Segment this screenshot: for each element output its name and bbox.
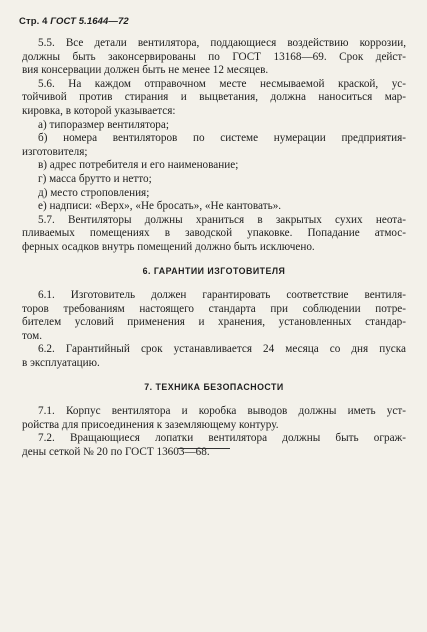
paragraph [22, 173, 406, 187]
page-number: Стр. 4 [19, 16, 48, 27]
text-line: 6.1. Изготовитель должен гарантировать соответствие вентиля- [38, 289, 406, 302]
document-body [22, 37, 406, 460]
paragraph [22, 187, 406, 201]
text-line: г) масса брутто и нетто; [38, 172, 152, 185]
paragraph [22, 159, 406, 173]
section-heading: 7. ТЕХНИКА БЕЗОПАСНОСТИ [144, 381, 284, 392]
paragraph [22, 432, 406, 459]
text-line: е) надписи: «Верх», «Не бросать», «Не кантовать». [38, 200, 282, 213]
paragraph [22, 119, 406, 133]
paragraph [22, 289, 406, 343]
text-line: должны быть законсервированы по ГОСТ 13168—69. Срок дейст- [22, 50, 406, 63]
text-line: изготовителя; [22, 145, 88, 158]
text-line: тойчивой против стирания и выцветания, должна наноситься мар- [22, 91, 406, 104]
text-line: 7.1. Корпус вентилятора и коробка выводов должны иметь уст- [38, 405, 406, 418]
text-line: дены сеткой № 20 по ГОСТ 13603—68. [22, 446, 210, 459]
text-line: торов требованиям настоящего стандарта при соблюдении потре- [22, 302, 406, 315]
paragraph [22, 214, 406, 255]
text-line: бителем условий применения и хранения, установленных стандар- [22, 316, 406, 329]
text-line: том. [22, 329, 42, 342]
text-line: 6.2. Гарантийный срок устанавливается 24 месяца со дня пуска [38, 343, 406, 356]
text-line: кировка, в которой указывается: [22, 104, 176, 117]
text-line: 7.2. Вращающиеся лопатки вентилятора должны быть ограж- [38, 432, 406, 445]
page-header [19, 16, 129, 27]
text-line: 5.6. На каждом отправочном месте несмываемой краской, ус- [38, 77, 406, 90]
text-line: ферных осадков внутрь помещений должно быть исключено. [22, 240, 315, 253]
end-rule [178, 448, 230, 449]
text-line: в эксплуатацию. [22, 357, 100, 370]
paragraph [22, 405, 406, 432]
paragraph [22, 37, 406, 78]
section-heading: 6. ГАРАНТИИ ИЗГОТОВИТЕЛЯ [142, 265, 286, 276]
text-line: б) номера вентиляторов по системе нумерации предприятия- [38, 132, 406, 145]
paragraph [22, 78, 406, 119]
text-line: а) типоразмер вентилятора; [38, 118, 169, 131]
paragraph [22, 132, 406, 159]
text-line: пливаемых помещениях в заводской упаковке. Попадание атмос- [22, 227, 406, 240]
text-line: 5.5. Все детали вентилятора, поддающиеся воздействию коррозии, [38, 37, 406, 49]
text-line: д) место строповления; [38, 186, 150, 199]
paragraph [22, 200, 406, 214]
standard-number: ГОСТ 5.1644—72 [50, 16, 129, 27]
text-line: в) адрес потребителя и его наименование; [38, 159, 239, 172]
text-line: ройства для присоединения к заземляющему контуру. [22, 418, 279, 431]
text-line: 5.7. Вентиляторы должны храниться в закрытых сухих неота- [38, 213, 406, 226]
text-line: вия консервации должен быть не менее 12 месяцев. [22, 64, 269, 77]
paragraph [22, 343, 406, 370]
